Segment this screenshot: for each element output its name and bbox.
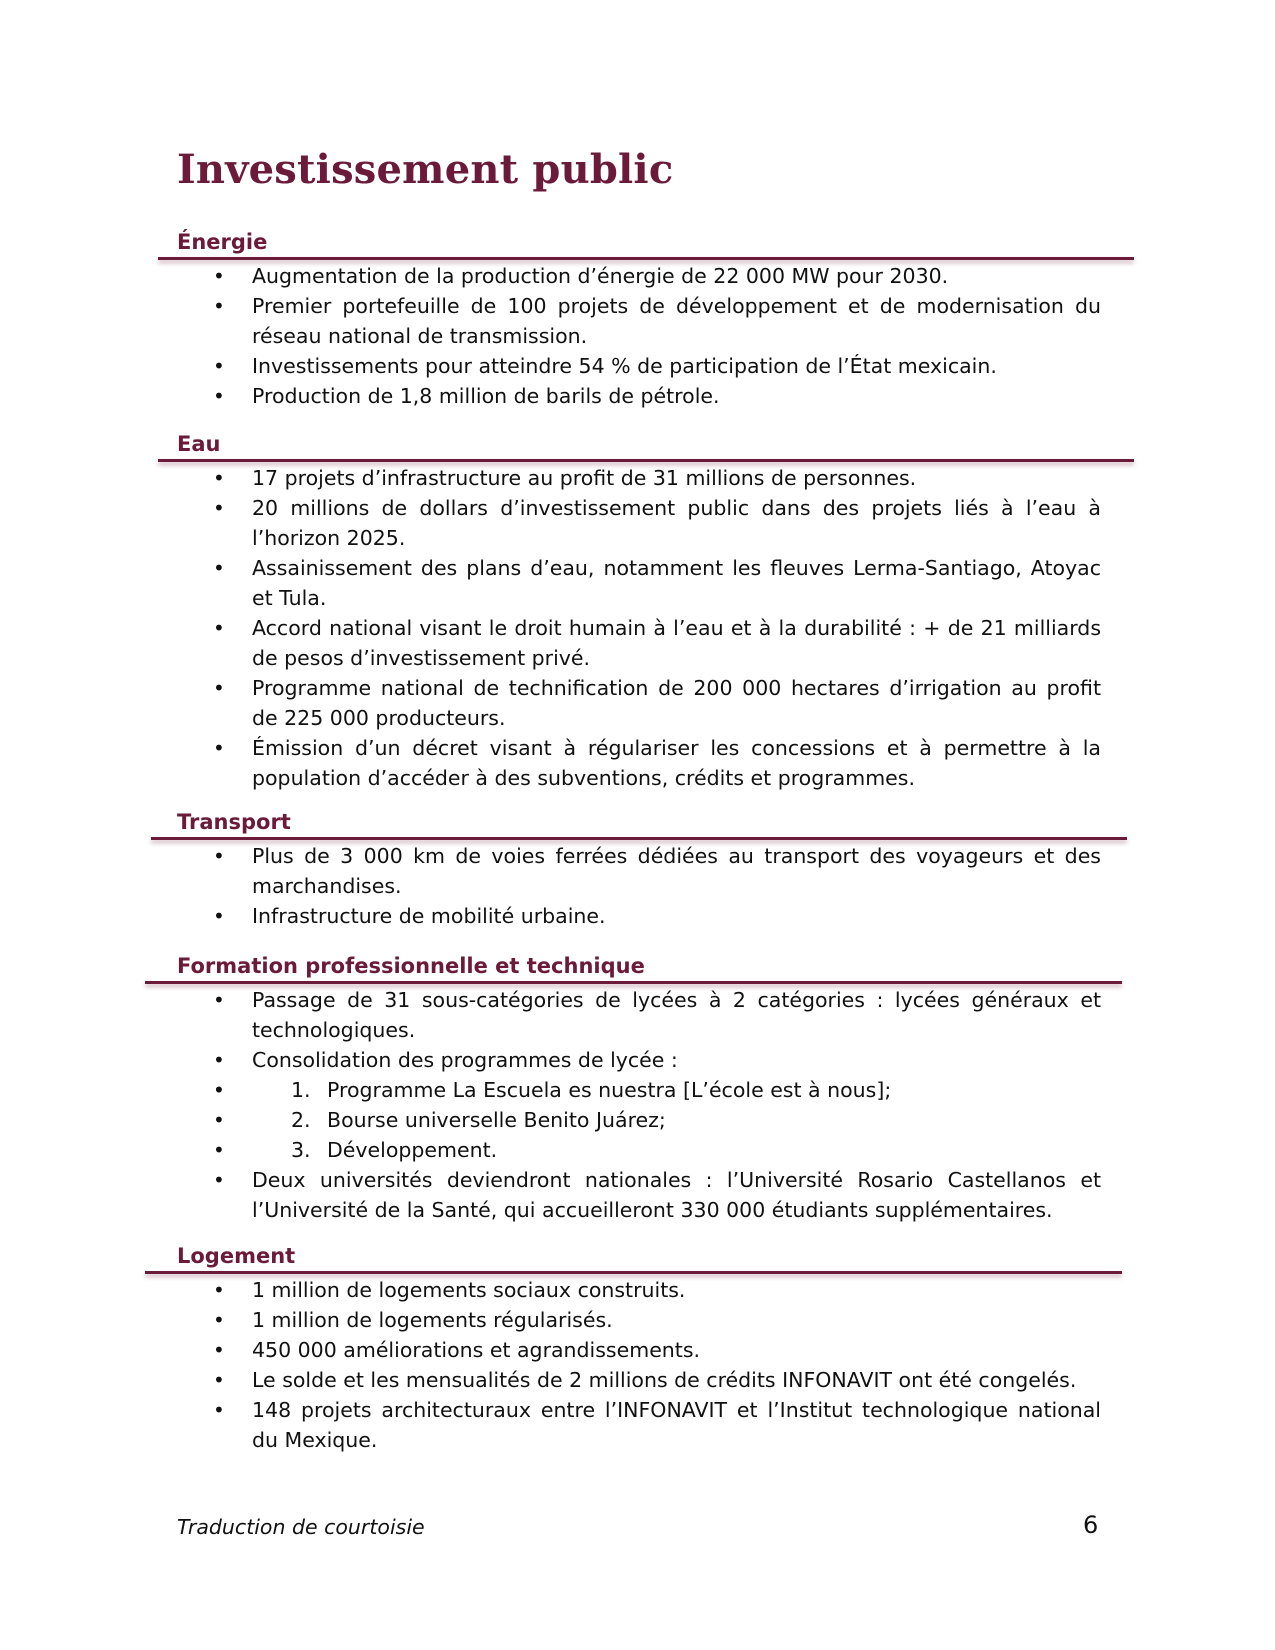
section-heading-eau: Eau bbox=[177, 432, 221, 456]
list-item: • 20 millions de dollars d’investissement public dans des projets liés à l’eau à l’horizon 2025. bbox=[177, 493, 1101, 553]
item-text: Développement. bbox=[327, 1138, 498, 1162]
item-number: • 2. bbox=[291, 1108, 311, 1132]
list-item: • Le solde et les mensualités de 2 millions de crédits INFONAVIT ont été congelés. bbox=[177, 1365, 1101, 1395]
list-item: • Assainissement des plans d’eau, notamment les fleuves Lerma-Santiago, Atoyac et Tula. bbox=[177, 553, 1101, 613]
page-number: 6 bbox=[1083, 1511, 1099, 1539]
list-item: • 1 million de logements régularisés. bbox=[177, 1305, 1101, 1335]
list-eau bbox=[177, 463, 1101, 793]
section-divider bbox=[151, 837, 1127, 840]
section-divider bbox=[145, 981, 1122, 984]
list-energie bbox=[177, 261, 1101, 411]
item-text: Programme La Escuela es nuestra [L’école est à nous]; bbox=[327, 1078, 892, 1102]
section-divider bbox=[145, 1271, 1122, 1274]
item-number: • 3. bbox=[291, 1138, 311, 1162]
list-item: • 17 projets d’infrastructure au profit de 31 millions de personnes. bbox=[177, 463, 1101, 493]
list-item: • 450 000 améliorations et agrandissements. bbox=[177, 1335, 1101, 1365]
list-transport bbox=[177, 841, 1101, 931]
list-item: • 1 million de logements sociaux construits. bbox=[177, 1275, 1101, 1305]
footer-note: Traduction de courtoisie bbox=[177, 1515, 425, 1539]
list-item: • Infrastructure de mobilité urbaine. bbox=[177, 901, 1101, 931]
section-heading-logement: Logement bbox=[177, 1244, 296, 1268]
list-item: • Production de 1,8 million de barils de pétrole. bbox=[177, 381, 1101, 411]
numbered-list bbox=[177, 1075, 1101, 1165]
numbered-item bbox=[177, 1105, 1101, 1135]
list-item: • Deux universités deviendront nationales : l’Université Rosario Castellanos et l’Université de la Santé, qui accueilleront 330 000 étudiants supplémentaires. bbox=[177, 1165, 1101, 1225]
section-heading-formation: Formation professionnelle et technique bbox=[177, 954, 645, 978]
list-item: • Consolidation des programmes de lycée : bbox=[177, 1045, 1101, 1075]
list-item: • Programme national de technification de 200 000 hectares d’irrigation au profit de 225 000 producteurs. bbox=[177, 673, 1101, 733]
list-item: • Premier portefeuille de 100 projets de développement et de modernisation du réseau national de transmission. bbox=[177, 291, 1101, 351]
section-heading-transport: Transport bbox=[177, 810, 291, 834]
list-item: • Émission d’un décret visant à régulariser les concessions et à permettre à la population d’accéder à des subventions, crédits et programmes. bbox=[177, 733, 1101, 793]
section-divider bbox=[158, 257, 1134, 260]
item-text: Bourse universelle Benito Juárez; bbox=[327, 1108, 666, 1132]
list-formation bbox=[177, 985, 1101, 1225]
numbered-item bbox=[177, 1075, 1101, 1105]
list-item: • 148 projets architecturaux entre l’INFONAVIT et l’Institut technologique national du Mexique. bbox=[177, 1395, 1101, 1455]
list-item: • Augmentation de la production d’énergie de 22 000 MW pour 2030. bbox=[177, 261, 1101, 291]
list-item: • Plus de 3 000 km de voies ferrées dédiées au transport des voyageurs et des marchandises. bbox=[177, 841, 1101, 901]
nested-list-container bbox=[177, 1075, 1101, 1165]
section-heading-energie: Énergie bbox=[177, 230, 268, 254]
list-item: • Passage de 31 sous-catégories de lycées à 2 catégories : lycées généraux et technologiques. bbox=[177, 985, 1101, 1045]
list-item: • Investissements pour atteindre 54 % de participation de l’État mexicain. bbox=[177, 351, 1101, 381]
list-logement bbox=[177, 1275, 1101, 1455]
section-divider bbox=[158, 459, 1134, 462]
numbered-item bbox=[177, 1135, 1101, 1165]
list-item: • Accord national visant le droit humain à l’eau et à la durabilité : + de 21 milliards de pesos d’investissement privé. bbox=[177, 613, 1101, 673]
page-title: Investissement public bbox=[177, 146, 674, 193]
item-number: • • 1. bbox=[291, 1078, 311, 1102]
